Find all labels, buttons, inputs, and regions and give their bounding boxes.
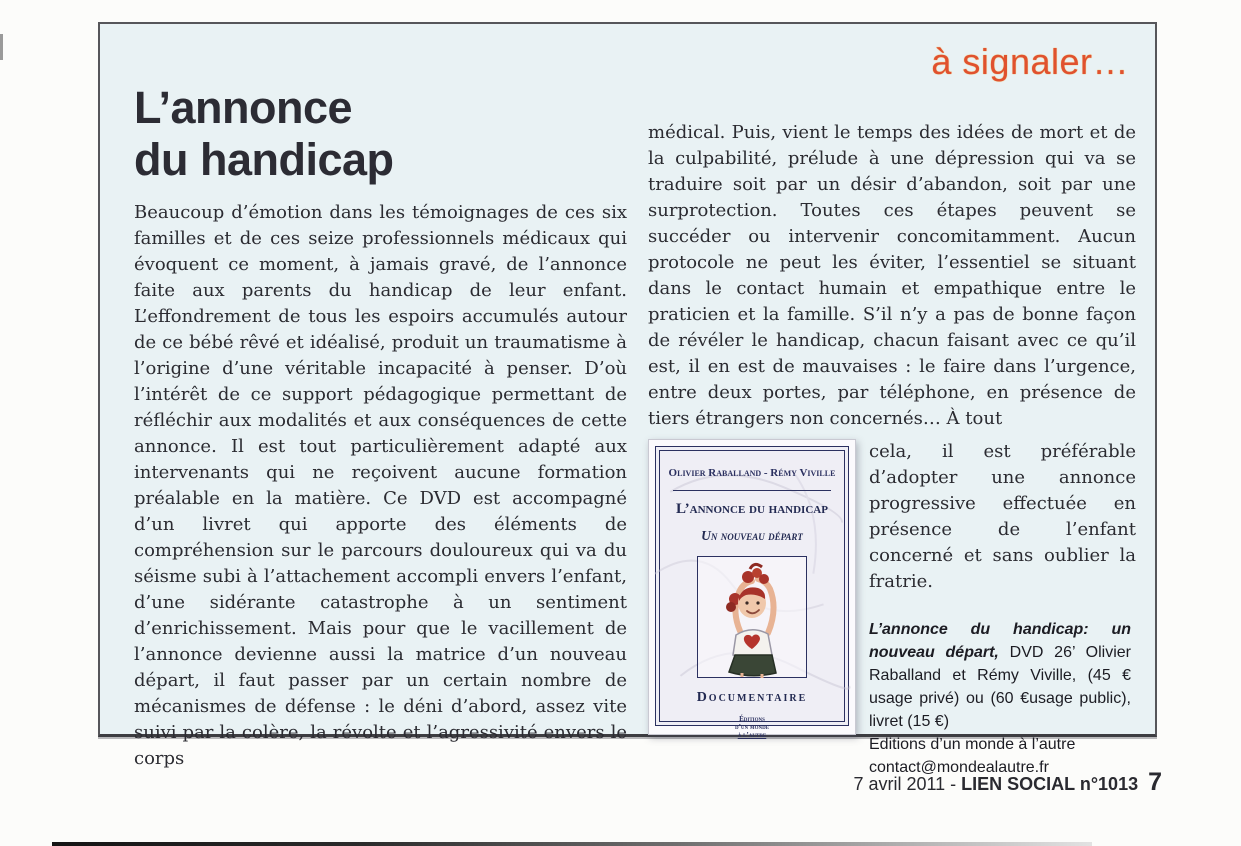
dvd-cover <box>655 446 849 739</box>
caption-details: DVD 26’ Olivier Raballand et Rémy Viville, (45 € usage privé) ou (60 €usage public), livret (15 €) <box>869 644 1132 730</box>
publisher-logo-line2: d’un monde <box>734 723 770 731</box>
right-column <box>648 120 1136 779</box>
dvd-cover-photo <box>648 439 856 739</box>
dvd-subtitle: Un nouveau départ <box>701 528 803 543</box>
left-column <box>134 200 627 772</box>
footer-separator: - <box>945 774 962 794</box>
left-column-paragraph: Beaucoup d’émotion dans les témoignages de ces six familles et de ces seize professionnels médicaux qui évoquent ce moment, à jamais gravé, de l’annonce faite aux parents du handicap de leur enfant. L’effondrement de tous les espoirs accumulés autour de ce bébé rêvé et idéalisé, produit un traumatisme à l’origine d’une véritable incapacité à penser. D’où l’intérêt de ce support pédagogique permettant de réfléchir aux modalités et aux conséquences de cette annonce. Il est tout particulièrement adapté aux intervenants qui ne reçoivent aucune formation préalable en la matière. Ce DVD est accompagné d’un livret qui apporte des éléments de compréhension sur le parcours douloureux qui va du séisme subi à l’attachement accompli envers l’enfant, d’une sidérante catastrophe à un sentiment d’enrichissement. Mais pour que le vacillement de l’annonce devienne aussi la matrice d’un nouveau départ, il faut passer par un certain nombre de mécanismes de défense : le déni d’abord, assez vite suivi par la colère, la révolte et l’agressivité envers le corps <box>134 202 627 769</box>
caption-title: L’annonce du handicap: un nouveau départ, <box>869 621 1131 661</box>
wrapped-paragraph: cela, il est préférable d’adopter une annonce progressive effectuée en présence de l’enfant concerné et sans oublier la fratrie. <box>869 441 1136 592</box>
footer-journal: LIEN SOCIAL n°1013 <box>961 774 1139 794</box>
footer-date: 7 avril 2011 <box>853 774 946 794</box>
dvd-genre: Documentaire <box>696 690 808 705</box>
article-title-line2: du handicap <box>134 134 394 185</box>
dvd-title: L’annonce du handicap <box>676 501 828 517</box>
scan-left-artifact <box>0 34 3 60</box>
page-footer <box>853 768 1162 797</box>
footer-page-number: 7 <box>1148 768 1162 796</box>
publisher-logo <box>735 715 769 739</box>
section-header: à signaler… <box>931 41 1129 82</box>
caption-email: contact@mondealautre.fr <box>869 759 1049 776</box>
publisher-logo-line3: à l’autre <box>737 731 767 739</box>
girl-illustration <box>702 557 802 677</box>
dvd-illustration-frame <box>697 556 807 678</box>
caption-main <box>869 618 1131 733</box>
right-column-paragraph: médical. Puis, vient le temps des idées de mort et de la culpabilité, prélude à une dépression qui va se traduire soit par un désir d’abandon, soit par une surprotection. Toutes ces étapes peuvent se succéder ou intervenir concomitamment. Aucun protocole ne peut les éviter, l’essentiel se situant dans le contact humain et empathique entre le praticien et la famille. S’il n’y a pas de bonne façon de révéler le handicap, chacun faisant avec ce qu’il est, il en est de mauvaises : le faire dans l’urgence, entre deux portes, par téléphone, en présence de tiers étrangers non concernés… À tout <box>648 122 1136 429</box>
dvd-authors: Olivier Raballand - Rémy Viville <box>668 467 836 479</box>
caption-publisher: Editions d’un monde à l’autre <box>869 736 1076 753</box>
dvd-caption <box>869 618 1131 779</box>
article-title <box>134 82 394 186</box>
article-title-line1: L’annonce <box>134 82 353 133</box>
media-row <box>648 439 1136 779</box>
cover-divider-line <box>673 490 831 491</box>
scan-edge-artifact <box>52 842 1092 846</box>
dvd-cover-frame <box>659 450 845 739</box>
article-panel <box>98 22 1157 776</box>
media-right-column <box>856 439 1136 779</box>
publisher-logo-line1: Éditions <box>739 715 765 723</box>
